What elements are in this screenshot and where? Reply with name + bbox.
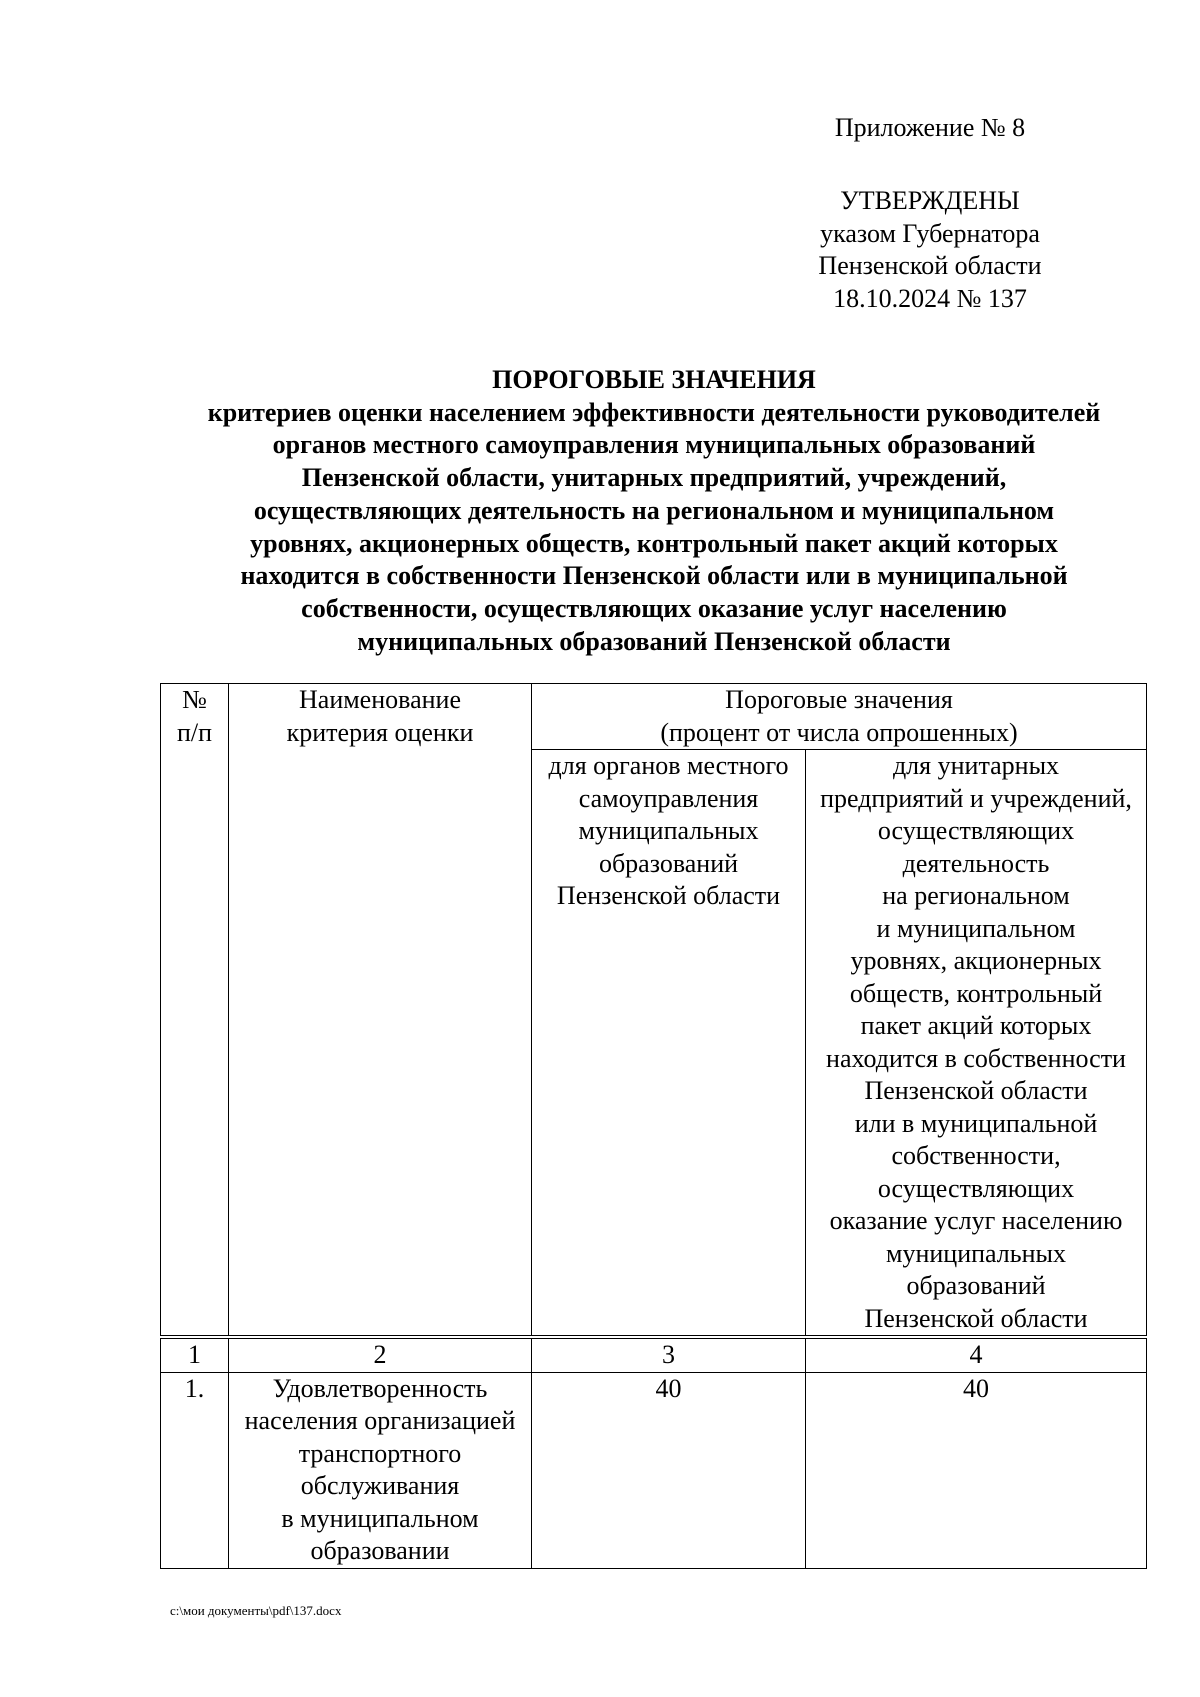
footer-file-path: c:\мои документы\pdf\137.docx (170, 1603, 342, 1618)
row-criterion-name: Удовлетворенность населения организацией транспортного обслуживания в муниципальном образовании (229, 1372, 532, 1568)
approval-line: Пензенской области (818, 251, 1042, 280)
column-numbers-row (161, 1337, 1147, 1372)
title-line: критериев оценки населением эффективности деятельности руководителей (207, 397, 1101, 427)
header-cell-local-government: для органов местного самоуправления муниципальных образований Пензенской области (532, 750, 806, 1338)
approval-line: 18.10.2024 № 137 (833, 283, 1027, 313)
header-cell-thresholds: Пороговые значения (процент от числа опрошенных) (532, 684, 1147, 750)
header-cell-name: Наименование критерия оценки (229, 684, 532, 1338)
title-heading: ПОРОГОВЫЕ ЗНАЧЕНИЯ (492, 365, 816, 394)
document-title (100, 364, 1200, 658)
table-header-row (161, 684, 1147, 750)
header-cell-num: № п/п (161, 684, 229, 1338)
title-line: уровнях, акционерных обществ, контрольный пакет акций которых (250, 528, 1058, 558)
appendix-label: Приложение № 8 (834, 113, 1026, 142)
title-line: собственности, осуществляющих оказание услуг населению (301, 593, 1007, 623)
approval-line: указом Губернатора (820, 218, 1040, 248)
title-line: Пензенской области, унитарных предприятий, учреждений, (301, 463, 1007, 493)
row-value-enterprises: 40 (806, 1372, 1147, 1568)
approval-block (760, 185, 1100, 315)
title-line: органов местного самоуправления муниципальных образований (272, 430, 1036, 460)
column-number: 4 (806, 1337, 1147, 1372)
approval-line: УТВЕРЖДЕНЫ (840, 186, 1020, 215)
thresholds-table (160, 683, 1147, 1569)
title-line: осуществляющих деятельность на региональном и муниципальном (253, 495, 1055, 525)
column-number: 3 (532, 1337, 806, 1372)
row-num: 1. (161, 1372, 229, 1568)
title-line: находится в собственности Пензенской области или в муниципальной (240, 561, 1068, 591)
table-row (161, 1372, 1147, 1568)
row-value-local: 40 (532, 1372, 806, 1568)
column-number: 1 (161, 1337, 229, 1372)
header-cell-enterprises: для унитарных предприятий и учреждений, осуществляющих деятельность на региональном и муниципальном уровнях, акционерных обществ, контрольный пакет акций которых находится в собственности Пензенской области или в муниципальной собственности, осуществляющих оказание услуг населению муниципальных образований Пензенской области (806, 750, 1147, 1338)
column-number: 2 (229, 1337, 532, 1372)
title-line: муниципальных образований Пензенской области (357, 626, 951, 656)
